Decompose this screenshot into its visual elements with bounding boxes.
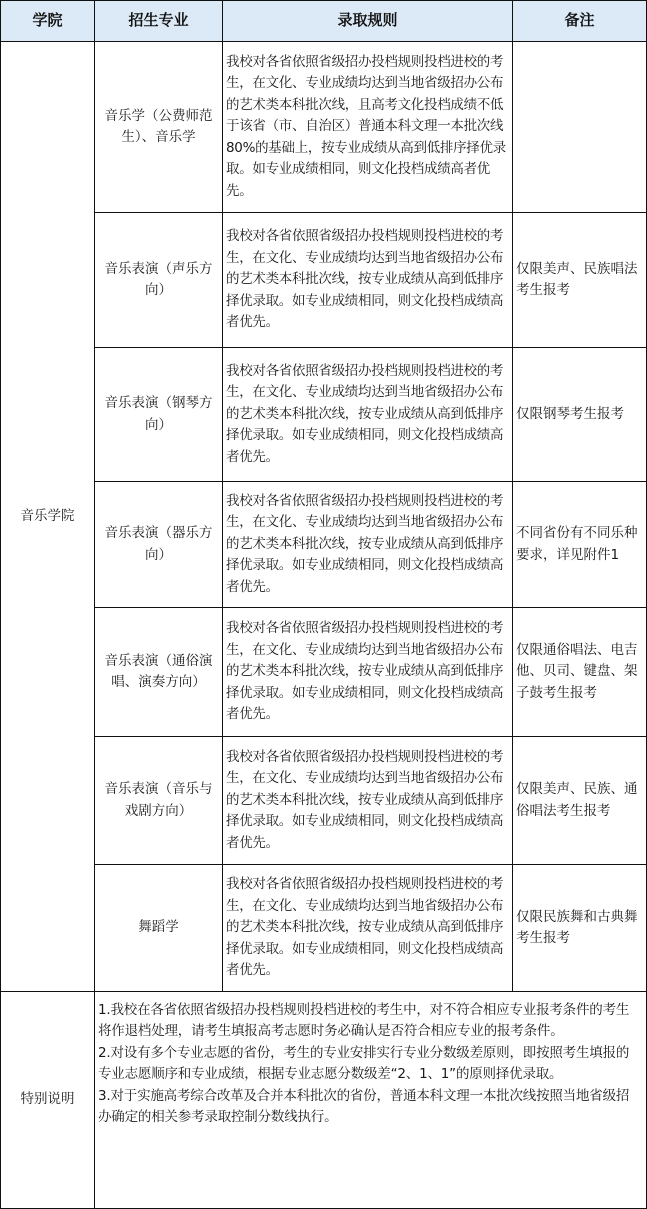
special-note-item: 2.对设有多个专业志愿的省份，考生的专业安排实行专业分数级差原则，即按照考生填报的专业志愿顺序和专业成绩，根据专业志愿分数级差“2、1、1”的原则择优录取。 <box>98 1044 630 1083</box>
rule-cell: 我校对各省依照省级招办投档规则投档进校的考生，在文化、专业成绩均达到当地省级招办公布的艺术类本科批次线，且高考文化投档成绩不低于该省（市、自治区）普通本科文理一本批次线80%的基础上，按专业成绩从高到低排序择优录取。如专业成绩相同，则文化投档成绩高者优先。 <box>223 42 513 213</box>
header-rule: 录取规则 <box>223 1 513 42</box>
header-college: 学院 <box>1 1 95 42</box>
table-row <box>1 608 647 737</box>
table-header-row <box>1 1 647 42</box>
rule-cell: 我校对各省依照省级招办投档规则投档进校的考生，在文化、专业成绩均达到当地省级招办公布的艺术类本科批次线，按专业成绩从高到低排序择优录取。如专业成绩相同，则文化投档成绩高者优先。 <box>223 608 513 737</box>
rule-cell: 我校对各省依照省级招办投档规则投档进校的考生，在文化、专业成绩均达到当地省级招办公布的艺术类本科批次线，按专业成绩从高到低排序择优录取。如专业成绩相同，则文化投档成绩高者优先。 <box>223 213 513 348</box>
college-cell: 音乐学院 <box>1 42 95 992</box>
table-row <box>1 865 647 992</box>
special-notes-label: 特别说明 <box>1 992 95 1209</box>
note-cell: 仅限钢琴考生报考 <box>513 348 647 482</box>
table-row <box>1 348 647 482</box>
table-row <box>1 482 647 608</box>
special-note-item: 3.对于实施高考综合改革及合并本科批次的省份，普通本科文理一本批次线按照当地省级招办确定的相关参考录取控制分数线执行。 <box>98 1087 630 1126</box>
table-row <box>1 737 647 865</box>
major-cell: 音乐学（公费师范生）、音乐学 <box>95 42 223 213</box>
header-note: 备注 <box>513 1 647 42</box>
header-major: 招生专业 <box>95 1 223 42</box>
major-cell: 音乐表演（声乐方向） <box>95 213 223 348</box>
note-cell <box>513 42 647 213</box>
special-notes-row <box>1 992 647 1209</box>
rule-cell: 我校对各省依照省级招办投档规则投档进校的考生，在文化、专业成绩均达到当地省级招办公布的艺术类本科批次线，按专业成绩从高到低排序择优录取。如专业成绩相同，则文化投档成绩高者优先。 <box>223 482 513 608</box>
rule-cell: 我校对各省依照省级招办投档规则投档进校的考生，在文化、专业成绩均达到当地省级招办公布的艺术类本科批次线，按专业成绩从高到低排序择优录取。如专业成绩相同，则文化投档成绩高者优先。 <box>223 348 513 482</box>
note-cell: 不同省份有不同乐种要求，详见附件1 <box>513 482 647 608</box>
major-cell: 音乐表演（音乐与戏剧方向） <box>95 737 223 865</box>
note-cell: 仅限美声、民族唱法考生报考 <box>513 213 647 348</box>
table-row <box>1 42 647 213</box>
note-cell: 仅限通俗唱法、电吉他、贝司、键盘、架子鼓考生报考 <box>513 608 647 737</box>
major-cell: 音乐表演（钢琴方向） <box>95 348 223 482</box>
special-note-item: 1.我校在各省依照省级招办投档规则投档进校的考生中，对不符合相应专业报考条件的考生将作退档处理，请考生填报高考志愿时务必确认是否符合相应专业的报考条件。 <box>98 1002 630 1040</box>
note-cell: 仅限美声、民族、通俗唱法考生报考 <box>513 737 647 865</box>
rule-cell: 我校对各省依照省级招办投档规则投档进校的考生，在文化、专业成绩均达到当地省级招办公布的艺术类本科批次线，按专业成绩从高到低排序择优录取。如专业成绩相同，则文化投档成绩高者优先。 <box>223 865 513 992</box>
note-cell: 仅限民族舞和古典舞考生报考 <box>513 865 647 992</box>
major-cell: 音乐表演（通俗演唱、演奏方向） <box>95 608 223 737</box>
special-notes-body <box>95 992 647 1209</box>
major-cell: 音乐表演（器乐方向） <box>95 482 223 608</box>
table-row <box>1 213 647 348</box>
rule-cell: 我校对各省依照省级招办投档规则投档进校的考生，在文化、专业成绩均达到当地省级招办公布的艺术类本科批次线，按专业成绩从高到低排序择优录取。如专业成绩相同，则文化投档成绩高者优先。 <box>223 737 513 865</box>
major-cell: 舞蹈学 <box>95 865 223 992</box>
